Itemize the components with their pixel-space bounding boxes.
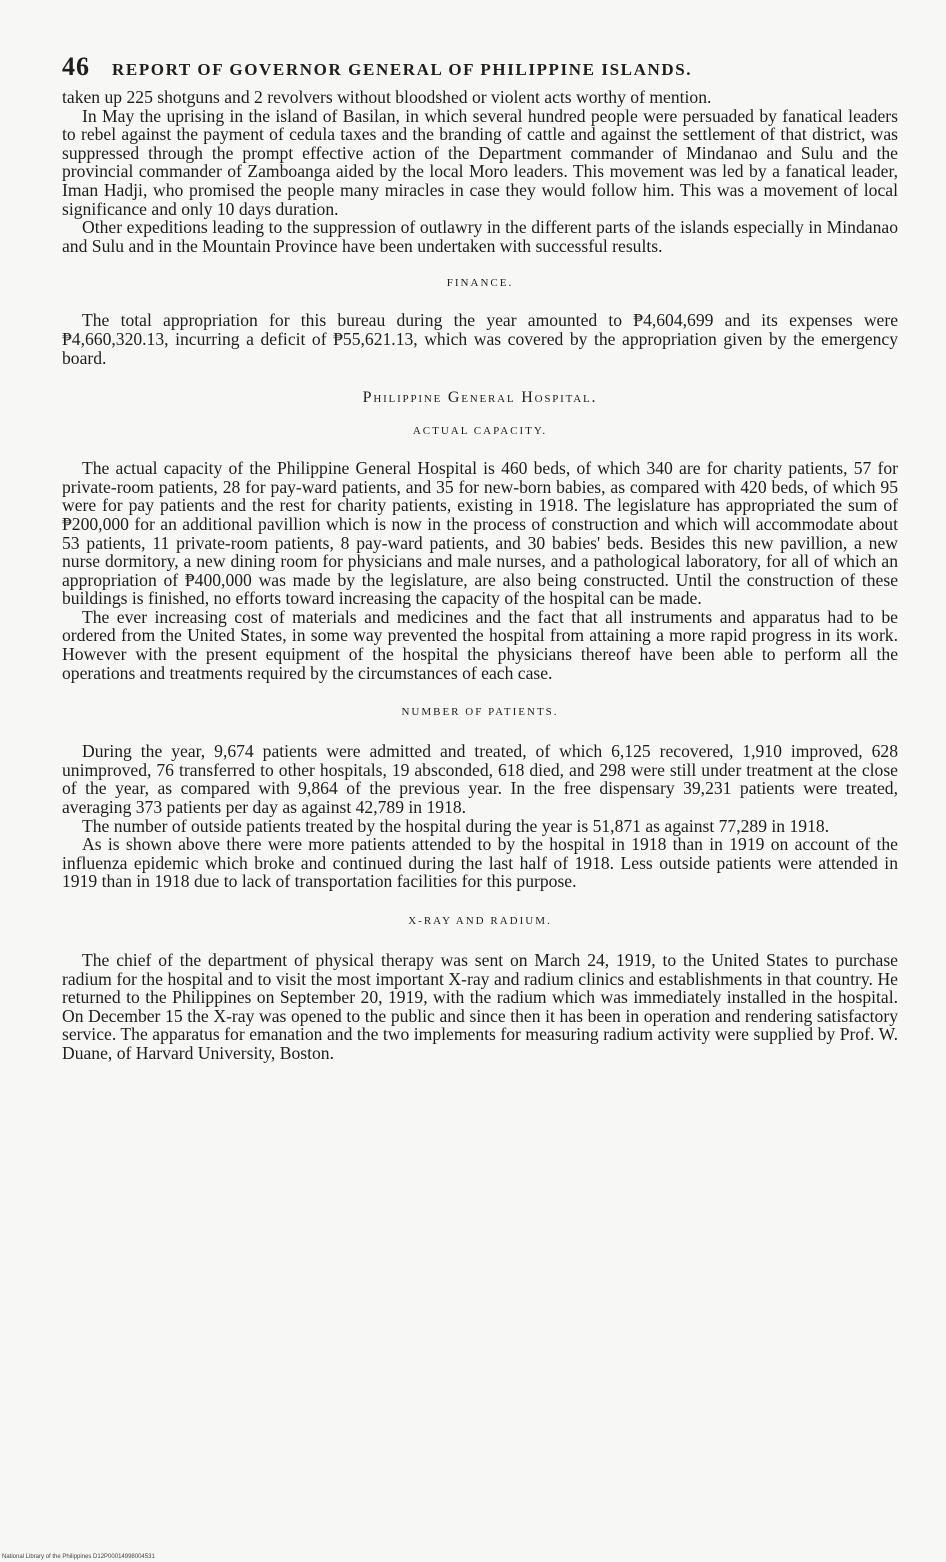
finance-heading: FINANCE. (446, 277, 514, 290)
page-content (62, 52, 898, 1063)
footer-credit: National Library of the Philippines D12P00014998004531 (2, 1554, 155, 1560)
patients-heading: NUMBER OF PATIENTS. (401, 706, 559, 719)
paragraph-continuation: taken up 225 shotguns and 2 revolvers without bloodshed or violent acts worthy of mention. (62, 87, 712, 107)
running-header (62, 52, 898, 86)
paragraph-capacity: The actual capacity of the Philippine General Hospital is 460 beds, of which 340 are for charity patients, 57 for private-room patients, 28 for pay-ward patients, and 35 for new-born babies, as compared with 420 beds, of which 95 were for pay patients and the rest for charity patients, existing in 1918. The legislature has appropriated the sum of ₱200,000 for an additional pavillion which is now in the process of construction and which will accommodate about 53 patients, 11 private-room patients, 8 pay-ward patients, and 30 babies' beds. Besides this new pavillion, a new nurse dormitory, a new dining room for physicians and male nurses, and a pathological laboratory, for all of which an appropriation of ₱400,000 was made by the legislature, are also being constructed. Until the construction of these buildings is finished, no efforts toward increasing the capacity of the hospital can be made. (62, 458, 898, 609)
paragraph-patients: During the year, 9,674 patients were admitted and treated, of which 6,125 recovered, 1,910 improved, 628 unimproved, 76 transferred to other hospitals, 19 absconded, 618 died, and 298 were still under treatment at the close of the year, as compared with 9,864 of the previous year. In the free dispensary 39,231 patients were treated, averaging 373 patients per day as against 42,789 in 1918. (62, 741, 898, 818)
capacity-heading: ACTUAL CAPACITY. (412, 425, 548, 438)
hospital-heading: Philippine General Hospital. (362, 389, 598, 407)
report-title: REPORT OF GOVERNOR GENERAL OF PHILIPPINE ISLANDS. (112, 60, 693, 79)
page-number: 46 (62, 52, 90, 81)
paragraph-outside-patients: The number of outside patients treated by the hospital during the year is 51,871 as against 77,289 in 1918. (82, 815, 830, 836)
paragraph-influenza: As is shown above there were more patients attended to by the hospital in 1918 than in 1919 on account of the influenza epidemic which broke and continued during the last half of 1918. Less outside patients were attended in 1919 than in 1918 due to lack of transportation facilities for this purpose. (62, 834, 898, 892)
paragraph-other-expeditions: Other expeditions leading to the suppression of outlawry in the different parts of the islands especially in Mindanao and Sulu and in the Mountain Province have been undertaken with successful results. (62, 217, 898, 256)
xray-heading: X-RAY AND RADIUM. (408, 915, 552, 927)
paragraph-costs: The ever increasing cost of materials and medicines and the fact that all instruments and apparatus had to be ordered from the United States, in some way prevented the hospital from attaining a more rapid progress in its work. However with the present equipment of the hospital the physicians thereof have been able to perform all the operations and treatments required by the circumstances of each case. (62, 606, 898, 683)
paragraph-finance: The total appropriation for this bureau during the year amounted to ₱4,604,699 and its expenses were ₱4,660,320.13, incurring a deficit of ₱55,621.13, which was covered by the appropriation given by the emergency board. (62, 310, 898, 368)
paragraph-xray: The chief of the department of physical therapy was sent on March 24, 1919, to the United States to purchase radium for the hospital and to visit the most important X-ray and radium clinics and establishments in that country. He returned to the Philippines on September 20, 1919, with the radium which was immediately installed in the hospital. On December 15 the X-ray was opened to the public and since then it has been in operation and rendering satisfactory service. The apparatus for emanation and the two implements for measuring radium activity were supplied by Prof. W. Duane, of Harvard University, Boston. (62, 950, 898, 1063)
paragraph-basilan-uprising: In May the uprising in the island of Basilan, in which several hundred people were persuaded by fanatical leaders to rebel against the payment of cedula taxes and the branding of cattle and against the settlement of that district, was suppressed through the prompt effective action of the Department commander of Mindanao and Sulu and the provincial commander of Zamboanga aided by the local Moro leaders. This movement was led by a fanatical leader, Iman Hadji, who promised the people many miracles in case they would follow him. This was a movement of local significance and only 10 days duration. (62, 105, 898, 219)
